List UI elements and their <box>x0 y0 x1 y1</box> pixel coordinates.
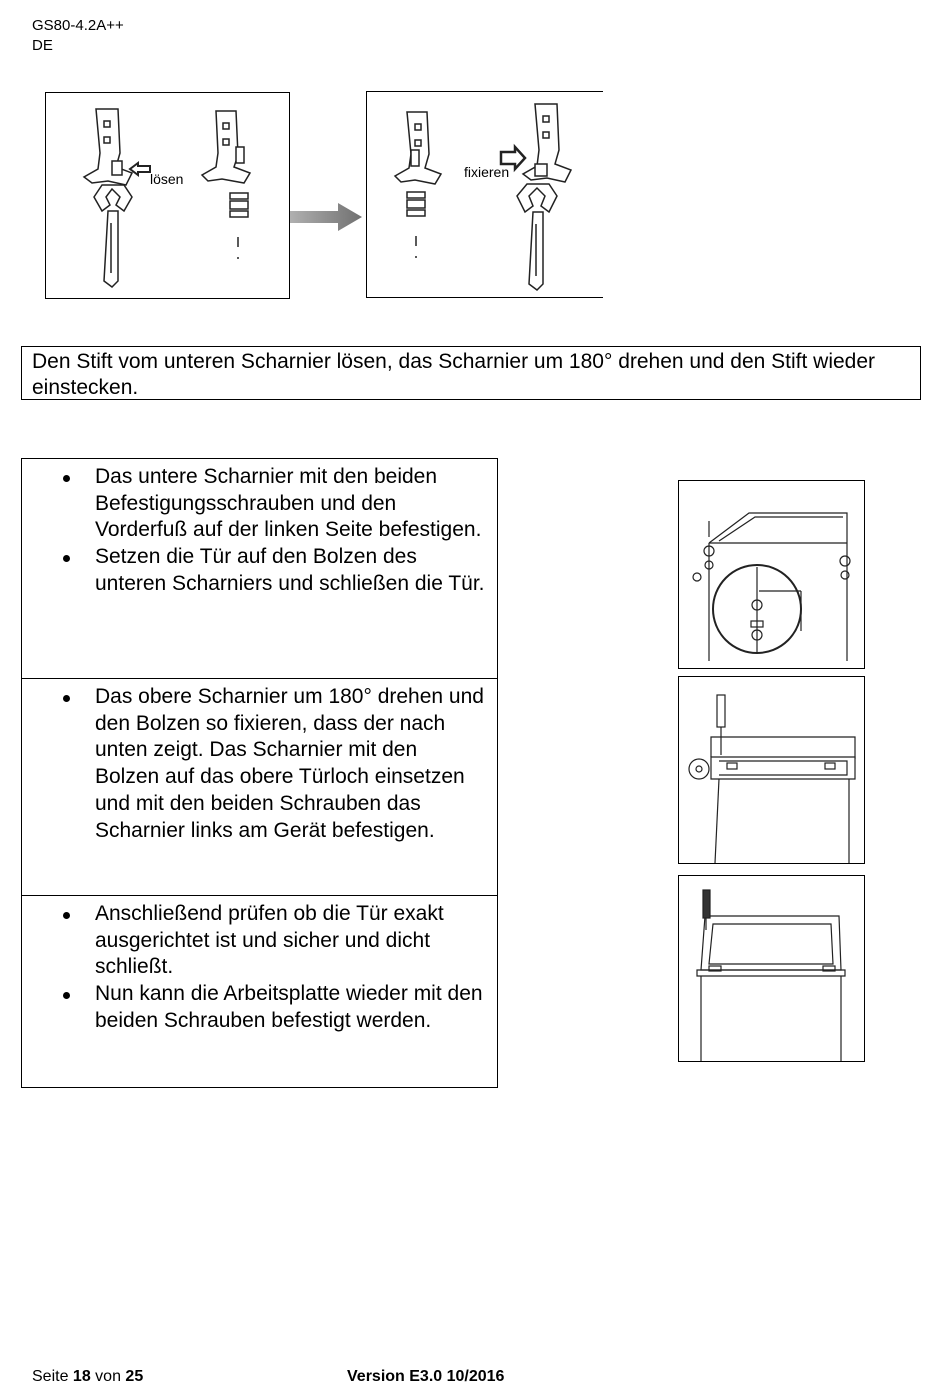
hinge-caption: Den Stift vom unteren Scharnier lösen, das Scharnier um 180° drehen und den Stift wieder einstecken. <box>21 346 921 400</box>
fix-label: fixieren <box>464 164 510 180</box>
worktop-illustration <box>678 875 865 1062</box>
page-current: 18 <box>72 1368 91 1385</box>
version-label: Version E3.0 10/2016 <box>347 1368 505 1385</box>
page-prefix: Seite <box>32 1368 69 1385</box>
list-item: Anschließend prüfen ob die Tür exakt ausgerichtet ist und sicher und dicht schließt. <box>22 901 487 981</box>
page-number <box>32 1367 143 1387</box>
page-total: 25 <box>125 1368 144 1385</box>
arrow-right-icon <box>290 202 364 232</box>
instruction-table <box>21 458 498 1088</box>
list-item: Das obere Scharnier um 180° drehen und den Bolzen so fixieren, dass der nach unten zeigt. Das Scharnier mit den Bolzen auf das obere Türloch einsetzen und mit den beiden Schrauben das Scharnier links am Gerät befestigen. <box>22 684 487 844</box>
page-sep: von <box>95 1368 121 1385</box>
loosen-label: lösen <box>150 171 184 187</box>
step-cell-2 <box>22 679 497 896</box>
hinge-loosen-figure <box>45 92 290 299</box>
hinge-fix-figure <box>366 91 603 298</box>
lower-hinge-illustration <box>678 480 865 669</box>
model-number: GS80-4.2A++ <box>32 17 124 34</box>
list-item: Das untere Scharnier mit den beiden Befestigungsschrauben und den Vorderfuß auf der linken Seite befestigen. <box>22 464 487 544</box>
step-cell-1 <box>22 459 497 679</box>
upper-hinge-illustration <box>678 676 865 864</box>
step-cell-3 <box>22 896 497 1087</box>
language-code: DE <box>32 37 53 54</box>
list-item: Nun kann die Arbeitsplatte wieder mit den beiden Schrauben befestigt werden. <box>22 981 487 1034</box>
list-item: Setzen die Tür auf den Bolzen des unteren Scharniers und schließen die Tür. <box>22 544 487 597</box>
